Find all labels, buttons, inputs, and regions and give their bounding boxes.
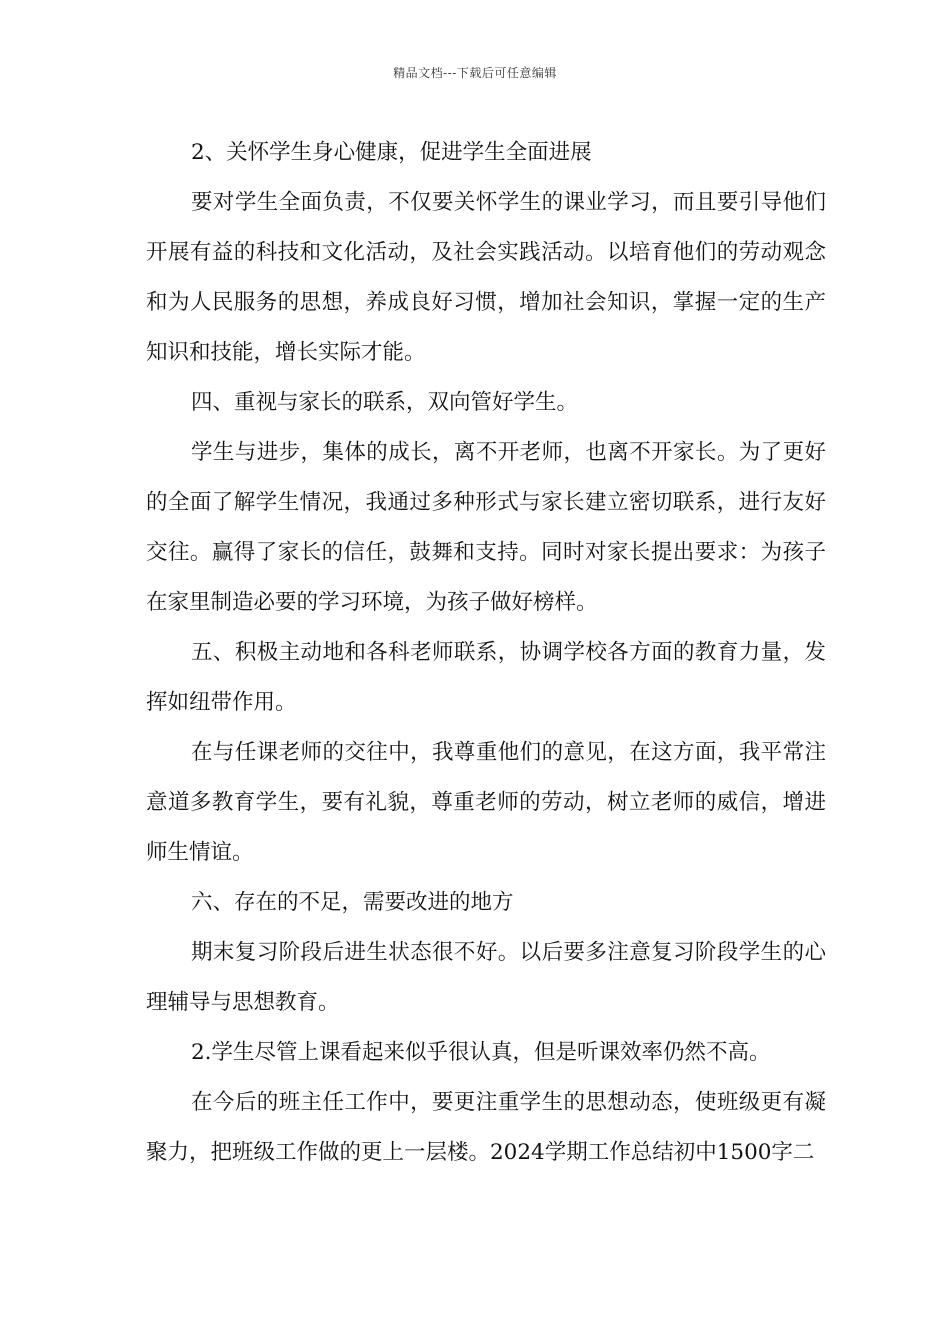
paragraph-9: 2.学生尽管上课看起来似乎很认真，但是听课效率仍然不高。 bbox=[191, 1040, 771, 1065]
paragraph-6: 在与任课老师的交往中，我尊重他们的意见，在这方面，我平常注意道多教育学生，要有礼貌，尊重老师的劳动，树立老师的威信，增进师生情谊。 bbox=[146, 740, 826, 865]
paragraph-3: 四、重视与家长的联系，双向管好学生。 bbox=[191, 390, 579, 415]
paragraph-7: 六、存在的不足，需要改进的地方 bbox=[191, 890, 514, 915]
paragraph-4: 学生与进步，集体的成长，离不开老师，也离不开家长。为了更好的全面了解学生情况，我通过多种形式与家长建立密切联系，进行友好交往。赢得了家长的信任，鼓舞和支持。同时对家长提出要求：为孩子在家里制造必要的学习环境，为孩子做好榜样。 bbox=[146, 440, 826, 615]
document-body bbox=[146, 128, 826, 1178]
paragraph-10: 在今后的班主任工作中，要更注重学生的思想动态，使班级更有凝聚力，把班级工作做的更上一层楼。2024学期工作总结初中1500字二 bbox=[146, 1090, 826, 1165]
paragraph-2: 要对学生全面负责，不仅要关怀学生的课业学习，而且要引导他们开展有益的科技和文化活动，及社会实践活动。以培育他们的劳动观念和为人民服务的思想，养成良好习惯，增加社会知识，掌握一定的生产知识和技能，增长实际才能。 bbox=[146, 190, 826, 365]
paragraph-5: 五、积极主动地和各科老师联系，协调学校各方面的教育力量，发挥如纽带作用。 bbox=[146, 640, 826, 715]
page-header: 精品文档---下载后可任意编辑 bbox=[393, 66, 557, 80]
paragraph-1: 2、关怀学生身心健康，促进学生全面进展 bbox=[191, 140, 592, 165]
paragraph-8: 期末复习阶段后进生状态很不好。以后要多注意复习阶段学生的心理辅导与思想教育。 bbox=[146, 940, 826, 1015]
